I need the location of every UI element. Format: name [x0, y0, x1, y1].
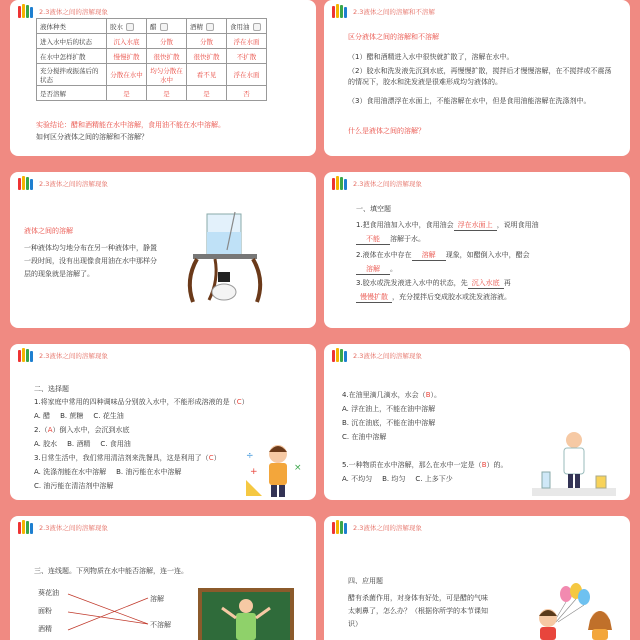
option-4b: B. 沉在油底，不能在油中溶解: [342, 419, 436, 427]
header-title: 2.3液体之间的溶解现象: [353, 179, 422, 188]
answer-blank: 溶解: [356, 265, 390, 275]
table-row: [37, 64, 267, 86]
slide-header: [332, 176, 422, 190]
slide-1[interactable]: [10, 0, 316, 156]
table-row: [37, 86, 267, 101]
matching-lines: [66, 588, 150, 638]
paragraph-2: （2）胶水和洗发液先沉到水底，再慢慢扩散，搅拌后才慢慢溶解，在不搅拌或不震荡的情况下，胶水和洗发液是很难形成均匀液体的。: [348, 67, 612, 86]
options-3a: A. 洗涤剂能在水中溶解 B. 油污能在水中溶解: [34, 468, 182, 476]
table-cell: 均匀分散在水中: [147, 64, 187, 86]
table-cell: 沉入水底: [107, 34, 147, 49]
slide-4[interactable]: [324, 172, 630, 328]
svg-text:÷: ÷: [246, 451, 254, 461]
choice-question-1: 1.将家庭中常用的四种调味品分别放入水中，不能形成溶液的是（C）: [34, 398, 249, 406]
left-item: 葵花油: [38, 589, 59, 597]
bottle-icon: [126, 23, 134, 31]
choice-question-4: 4.在油里滴几滴水，水会（B）。: [342, 391, 441, 399]
books-icon: [332, 4, 347, 18]
table-cell: 浮在水面: [227, 64, 267, 86]
section-title: 一、填空题: [356, 205, 391, 213]
books-icon: [332, 176, 347, 190]
subtitle: 液体之间的溶解: [24, 227, 73, 235]
answer-blank: 慢慢扩散: [356, 293, 392, 303]
left-item: 酒精: [38, 625, 52, 633]
header-title: 2.3液体之间的溶解现象: [39, 523, 108, 532]
definition-text: 一种液体均匀地分布在另一种液体中，静置一段时间，没有出现像食用油在水中那样分层的现象就是溶解了。: [24, 244, 157, 278]
liquid-table: [36, 18, 267, 101]
choice-question-3: 3.日常生活中，我们常用清洁剂来洗餐具，这是利用了（C）: [34, 454, 221, 462]
slide-6[interactable]: [324, 344, 630, 500]
subtitle: 区分液体之间的溶解和不溶解: [348, 33, 439, 41]
children-balloons-illustration: [520, 582, 624, 640]
table-cell: 液体种类: [37, 19, 107, 34]
bottle-icon: [160, 23, 168, 31]
books-icon: [18, 348, 33, 362]
section-title: 二、选择题: [34, 385, 69, 393]
question-text: 什么是液体之间的溶解？: [348, 127, 425, 135]
section-title: 三、连线题。下列物质在水中能否溶解，连一连。: [34, 567, 188, 575]
paragraph-3: （3）食用油漂浮在水面上，不能溶解在水中，但是食用油能溶解在洗涤剂中。: [348, 97, 591, 105]
slide-header: [332, 520, 422, 534]
option-4c: C. 在油中溶解: [342, 433, 387, 441]
table-cell: 胶水: [107, 19, 147, 34]
row-label: 在水中怎样扩散: [37, 49, 107, 64]
right-item: 不溶解: [150, 621, 171, 629]
conclusion-text: 实验结论：醋和酒精能在水中溶解，食用油不能在水中溶解。: [36, 121, 225, 129]
table-cell: 看不见: [187, 64, 227, 86]
table-cell: 食用油: [227, 19, 267, 34]
options-2: A. 胶水 B. 酒精 C. 食用油: [34, 440, 131, 448]
choice-question-2: 2.（A）倒入水中，会沉到水底: [34, 426, 130, 434]
table-cell: 浮在水面: [227, 34, 267, 49]
row-label: 进入水中后的状态: [37, 34, 107, 49]
application-question: 醋有杀菌作用，对身体有好处，可是醋的气味太刺鼻了，怎么办？（根据你所学的本节课知识）: [348, 594, 488, 628]
table-row: [37, 49, 267, 64]
header-title: 2.3液体之间的溶解现象: [353, 351, 422, 360]
books-icon: [18, 176, 33, 190]
slide-7[interactable]: [10, 516, 316, 640]
scientist-illustration: [532, 428, 616, 498]
row-label: 是否溶解: [37, 86, 107, 101]
paragraph-1: （1）醋和酒精进入水中很快就扩散了，溶解在水中。: [348, 53, 514, 61]
slide-header: [332, 348, 422, 362]
slide-header: [332, 4, 435, 18]
table-cell: 很快扩散: [147, 49, 187, 64]
slide-8[interactable]: [324, 516, 630, 640]
table-cell: 醋: [147, 19, 187, 34]
slide-header: [18, 520, 108, 534]
options-3b: C. 油污能在清洁剂中溶解: [34, 482, 114, 490]
svg-text:×: ×: [294, 463, 302, 473]
svg-text:+: +: [250, 467, 258, 477]
answer-blank: 溶解: [412, 251, 446, 261]
options-1: A. 醋 B. 蔗糖 C. 花生油: [34, 412, 124, 420]
teacher-illustration: [242, 440, 308, 498]
table-cell: 不扩散: [227, 49, 267, 64]
blackboard-teacher-illustration: [198, 588, 294, 640]
row-label: 充分搅拌或振荡后的状态: [37, 64, 107, 86]
table-cell: 很快扩散: [187, 49, 227, 64]
tripod-beaker-illustration: [175, 210, 275, 310]
table-cell: 是: [107, 86, 147, 101]
fill-question-3: 3.胶水或洗发液进入水中的状态，先 沉入水底 再 慢慢扩散 ，充分搅拌后变成胶水或洗发液溶液。: [356, 279, 511, 301]
table-header-row: [37, 19, 267, 34]
slide-5[interactable]: [10, 344, 316, 500]
slide-header: [18, 4, 108, 18]
answer-blank: 不能: [356, 235, 390, 245]
table-cell: 分散在水中: [107, 64, 147, 86]
question-text: 如何区分液体之间的溶解和不溶解？: [36, 133, 148, 141]
left-item: 面粉: [38, 607, 52, 615]
books-icon: [18, 4, 33, 18]
table-cell: 慢慢扩散: [107, 49, 147, 64]
books-icon: [332, 520, 347, 534]
answer-blank: 沉入水底: [468, 279, 504, 289]
bottle-icon: [206, 23, 214, 31]
slide-header: [18, 348, 108, 362]
slide-header: [18, 176, 108, 190]
section-title: 四、应用题: [348, 577, 383, 585]
fill-question-2: 2.液体在水中存在 溶解 现象，如醋倒入水中，醋会 溶解 。: [356, 251, 530, 273]
slide-3[interactable]: [10, 172, 316, 328]
answer-blank: 浮在水面上: [454, 221, 497, 231]
fill-question-1: 1.把食用油加入水中，食用油会 浮在水面上 ，说明食用油 不能 溶解于水。: [356, 221, 539, 243]
options-5: A. 不均匀 B. 均匀 C. 上多下少: [342, 475, 453, 483]
header-title: 2.3液体之间的溶解现象: [353, 523, 422, 532]
table-cell: 是: [187, 86, 227, 101]
table-row: [37, 34, 267, 49]
right-item: 溶解: [150, 595, 164, 603]
header-title: 2.3液体之间的溶解现象: [39, 7, 108, 16]
table-cell: 是: [147, 86, 187, 101]
table-cell: 分散: [187, 34, 227, 49]
bottle-icon: [253, 23, 261, 31]
table-cell: 酒精: [187, 19, 227, 34]
header-title: 2.3液体之间的溶解现象: [39, 351, 108, 360]
option-4a: A. 浮在油上，不能在油中溶解: [342, 405, 436, 413]
header-title: 2.3液体之间的溶解现象: [39, 179, 108, 188]
books-icon: [332, 348, 347, 362]
choice-question-5: 5.一种物质在水中溶解，那么在水中一定是（B）的。: [342, 461, 508, 469]
table-cell: 否: [227, 86, 267, 101]
books-icon: [18, 520, 33, 534]
slide-2[interactable]: [324, 0, 630, 156]
table-cell: 分散: [147, 34, 187, 49]
header-title: 2.3液体之间的溶解和不溶解: [353, 7, 435, 16]
